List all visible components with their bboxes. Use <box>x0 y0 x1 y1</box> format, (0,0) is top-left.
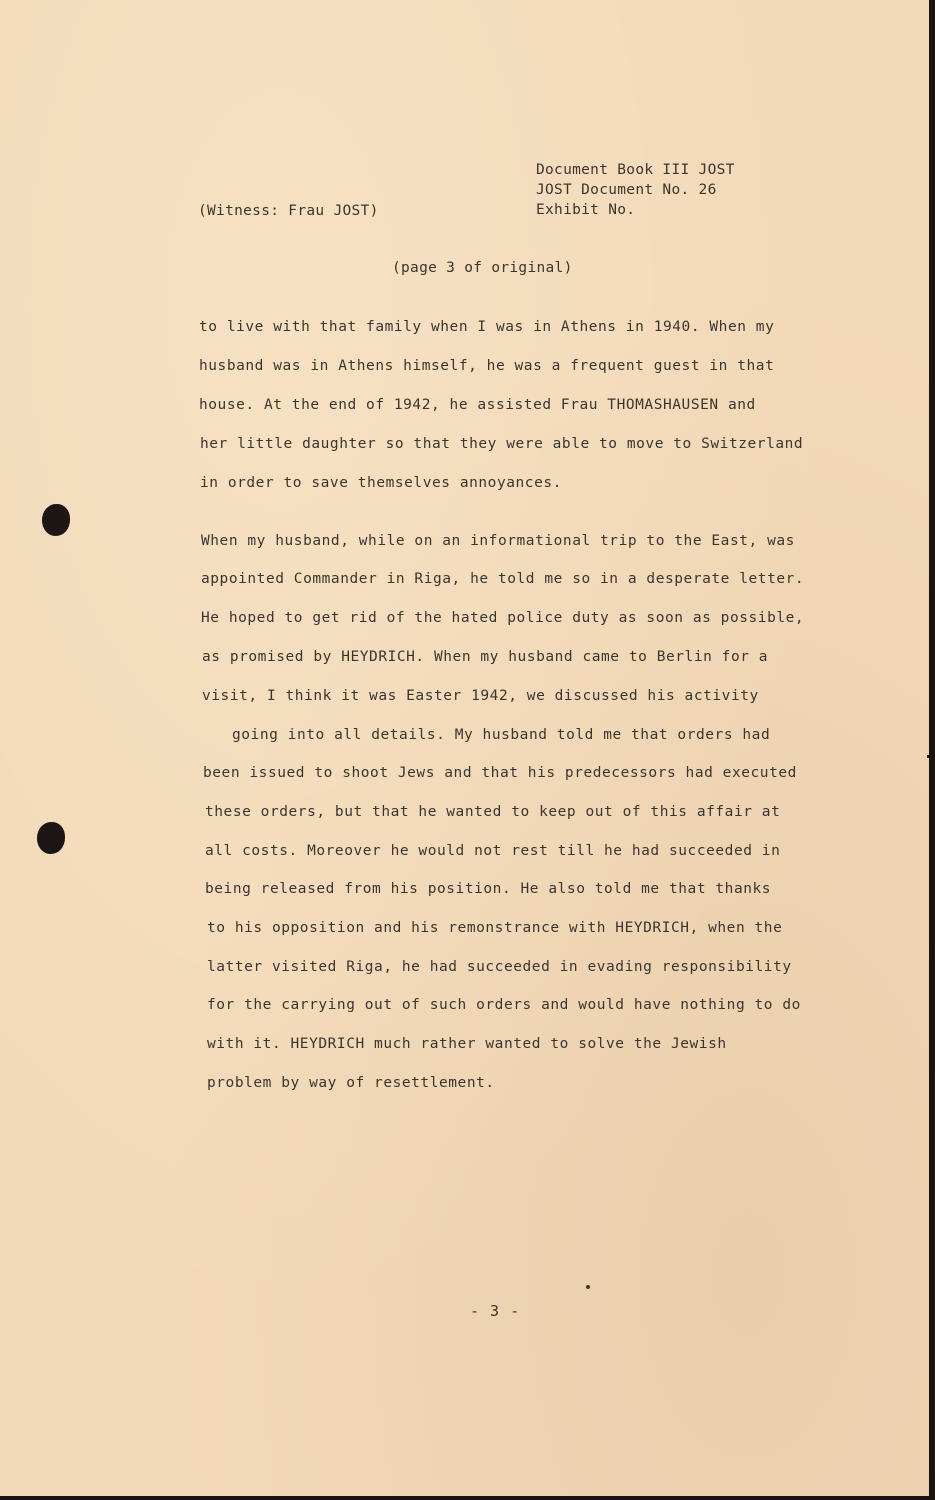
text-line: house. At the end of 1942, he assisted Frau THOMASHAUSEN and <box>199 397 756 413</box>
text-line: with it. HEYDRICH much rather wanted to solve the Jewish <box>207 1036 727 1052</box>
punch-hole-bottom <box>37 822 65 854</box>
text-line: He hoped to get rid of the hated police duty as soon as possible, <box>201 610 805 626</box>
text-line: her little daughter so that they were able to move to Switzerland <box>200 436 804 452</box>
text-line: problem by way of resettlement. <box>207 1075 495 1091</box>
text-line: these orders, but that he wanted to keep out of this affair at <box>205 804 781 820</box>
text-line: appointed Commander in Riga, he told me so in a desperate letter. <box>201 571 805 587</box>
text-line: being released from his position. He also told me that thanks <box>205 881 772 897</box>
page-of-original-label: (page 3 of original) <box>392 260 573 276</box>
text-line: in order to save themselves annoyances. <box>200 475 562 491</box>
punch-hole-top <box>42 504 70 536</box>
text-line: all costs. Moreover he would not rest till he had succeeded in <box>205 843 781 859</box>
document-book-label: Document Book III JOST <box>536 162 735 178</box>
text-line: visit, I think it was Easter 1942, we discussed his activity <box>202 688 759 704</box>
text-line: for the carrying out of such orders and would have nothing to do <box>207 997 801 1013</box>
page-number: - 3 - <box>470 1302 521 1320</box>
text-line: been issued to shoot Jews and that his predecessors had executed <box>203 765 797 781</box>
witness-label: (Witness: Frau JOST) <box>198 203 379 219</box>
document-number-label: JOST Document No. 26 <box>536 182 717 198</box>
scan-edge-bottom <box>0 1496 935 1500</box>
ink-dot <box>586 1285 590 1289</box>
edge-mark <box>927 755 935 758</box>
text-line: going into all details. My husband told me that orders had <box>232 727 771 743</box>
text-line: husband was in Athens himself, he was a frequent guest in that <box>199 358 775 374</box>
text-line: as promised by HEYDRICH. When my husband came to Berlin for a <box>202 649 769 665</box>
text-line: to his opposition and his remonstrance with HEYDRICH, when the <box>207 920 783 936</box>
scan-edge-right <box>929 0 935 1500</box>
exhibit-label: Exhibit No. <box>536 202 636 218</box>
text-line: When my husband, while on an informational trip to the East, was <box>201 533 795 549</box>
text-line: to live with that family when I was in Athens in 1940. When my <box>199 319 775 335</box>
document-header <box>536 160 735 220</box>
text-line: latter visited Riga, he had succeeded in evading responsibility <box>207 959 792 975</box>
